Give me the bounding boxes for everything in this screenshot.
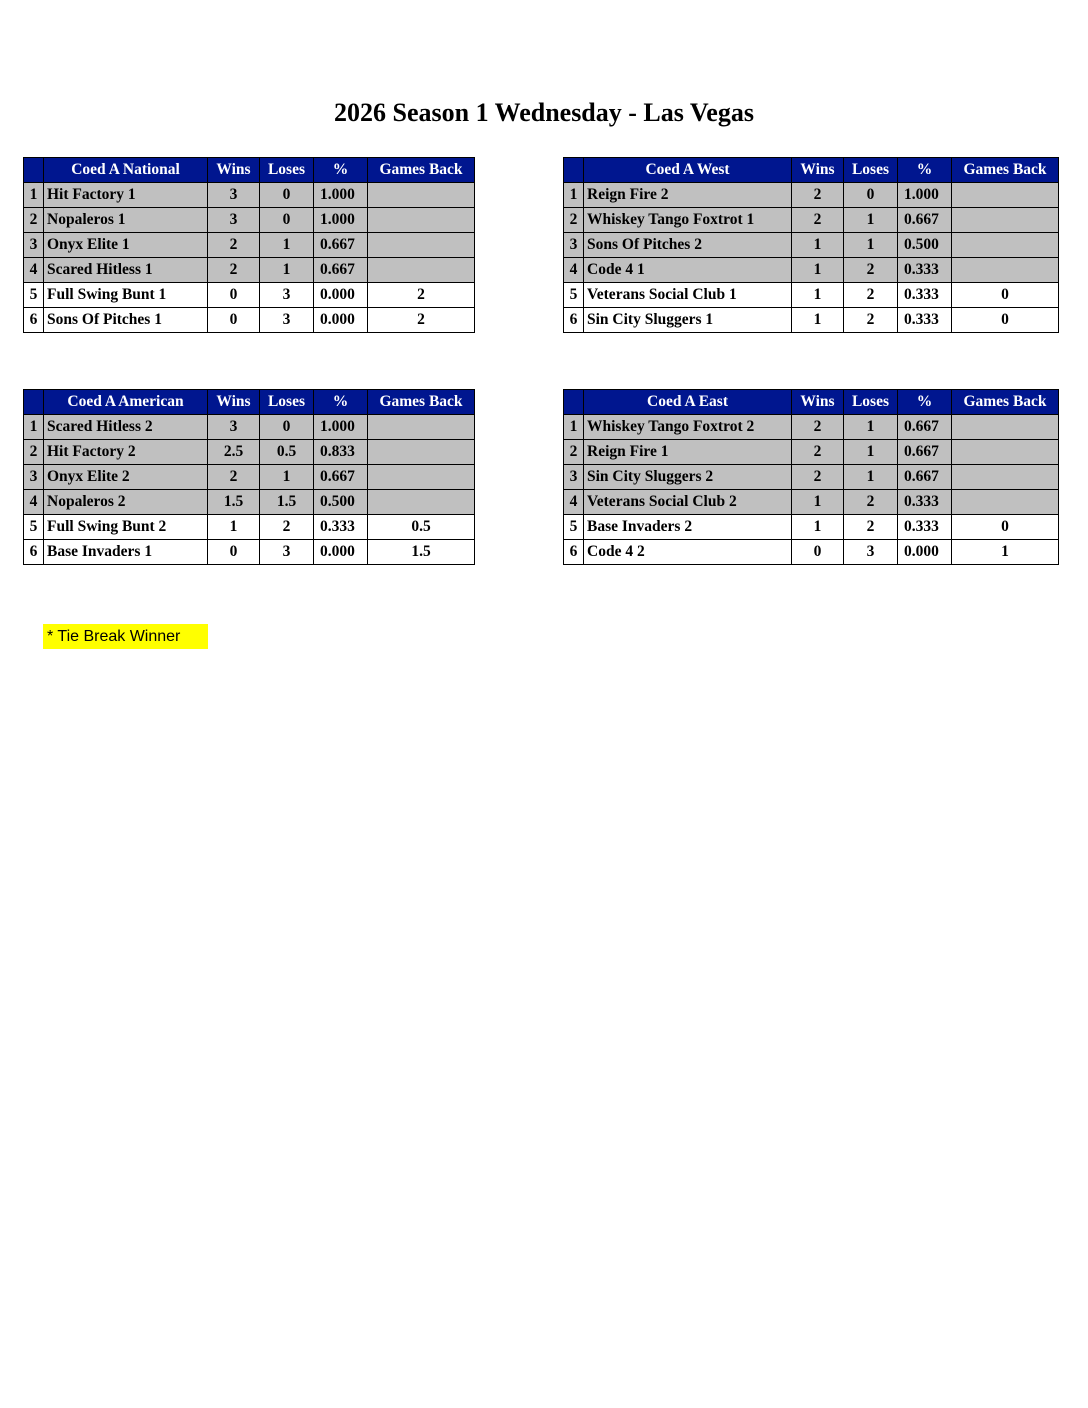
rank-cell: 6 bbox=[564, 308, 584, 333]
loses-cell: 0.5 bbox=[260, 440, 314, 465]
rank-cell: 3 bbox=[24, 465, 44, 490]
pct-cell: 0.333 bbox=[898, 515, 952, 540]
standings-table-east bbox=[563, 389, 1059, 565]
team-name-cell: Nopaleros 1 bbox=[44, 208, 208, 233]
games-back-cell bbox=[952, 415, 1059, 440]
team-name-cell: Nopaleros 2 bbox=[44, 490, 208, 515]
loses-cell: 1.5 bbox=[260, 490, 314, 515]
games-back-header: Games Back bbox=[952, 390, 1059, 415]
rank-cell: 2 bbox=[24, 440, 44, 465]
page-title: 2026 Season 1 Wednesday - Las Vegas bbox=[334, 98, 754, 127]
header-row bbox=[24, 158, 475, 183]
pct-cell: 0.667 bbox=[898, 440, 952, 465]
wins-cell: 1 bbox=[792, 233, 844, 258]
table-row bbox=[564, 515, 1059, 540]
table-row bbox=[564, 308, 1059, 333]
rank-cell: 3 bbox=[564, 233, 584, 258]
team-name-cell: Veterans Social Club 1 bbox=[584, 283, 792, 308]
division-name: Coed A West bbox=[584, 158, 792, 183]
team-name-cell: Reign Fire 2 bbox=[584, 183, 792, 208]
games-back-header: Games Back bbox=[952, 158, 1059, 183]
rank-cell: 4 bbox=[564, 490, 584, 515]
standings-table-american bbox=[23, 389, 475, 565]
table-row bbox=[24, 540, 475, 565]
pct-cell: 0.667 bbox=[314, 233, 368, 258]
rank-cell: 5 bbox=[24, 515, 44, 540]
team-name-cell: Onyx Elite 1 bbox=[44, 233, 208, 258]
team-name-cell: Base Invaders 2 bbox=[584, 515, 792, 540]
standings-table-national bbox=[23, 157, 475, 333]
division-name: Coed A National bbox=[44, 158, 208, 183]
loses-header: Loses bbox=[260, 390, 314, 415]
games-back-cell bbox=[952, 233, 1059, 258]
division-name: Coed A East bbox=[584, 390, 792, 415]
team-name-cell: Whiskey Tango Foxtrot 1 bbox=[584, 208, 792, 233]
pct-cell: 0.500 bbox=[314, 490, 368, 515]
pct-cell: 0.667 bbox=[314, 465, 368, 490]
team-name-cell: Full Swing Bunt 2 bbox=[44, 515, 208, 540]
table-row bbox=[24, 465, 475, 490]
wins-cell: 0 bbox=[792, 540, 844, 565]
wins-cell: 0 bbox=[208, 283, 260, 308]
table-row bbox=[564, 415, 1059, 440]
table-row bbox=[564, 233, 1059, 258]
loses-cell: 3 bbox=[844, 540, 898, 565]
team-name-cell: Reign Fire 1 bbox=[584, 440, 792, 465]
pct-cell: 1.000 bbox=[314, 415, 368, 440]
rank-header bbox=[24, 158, 44, 183]
loses-header: Loses bbox=[844, 390, 898, 415]
rank-cell: 2 bbox=[564, 208, 584, 233]
rank-cell: 5 bbox=[564, 283, 584, 308]
wins-cell: 1 bbox=[792, 283, 844, 308]
table-row bbox=[564, 440, 1059, 465]
pct-header: % bbox=[314, 390, 368, 415]
loses-cell: 1 bbox=[844, 233, 898, 258]
wins-cell: 2 bbox=[208, 233, 260, 258]
loses-cell: 3 bbox=[260, 308, 314, 333]
wins-cell: 1.5 bbox=[208, 490, 260, 515]
loses-cell: 0 bbox=[260, 183, 314, 208]
pct-cell: 0.333 bbox=[314, 515, 368, 540]
games-back-cell: 0 bbox=[952, 515, 1059, 540]
wins-cell: 2.5 bbox=[208, 440, 260, 465]
table-row bbox=[24, 415, 475, 440]
loses-cell: 3 bbox=[260, 283, 314, 308]
loses-cell: 1 bbox=[260, 465, 314, 490]
loses-cell: 1 bbox=[260, 258, 314, 283]
table-row bbox=[564, 183, 1059, 208]
loses-cell: 2 bbox=[844, 258, 898, 283]
pct-cell: 0.333 bbox=[898, 283, 952, 308]
header-row bbox=[24, 390, 475, 415]
pct-cell: 0.333 bbox=[898, 490, 952, 515]
games-back-cell: 0 bbox=[952, 308, 1059, 333]
games-back-cell bbox=[368, 258, 475, 283]
team-name-cell: Full Swing Bunt 1 bbox=[44, 283, 208, 308]
wins-header: Wins bbox=[792, 390, 844, 415]
division-name: Coed A American bbox=[44, 390, 208, 415]
wins-header: Wins bbox=[792, 158, 844, 183]
table-row bbox=[564, 258, 1059, 283]
team-name-cell: Sin City Sluggers 2 bbox=[584, 465, 792, 490]
pct-header: % bbox=[898, 390, 952, 415]
games-back-cell bbox=[368, 490, 475, 515]
table-row bbox=[24, 283, 475, 308]
team-name-cell: Hit Factory 2 bbox=[44, 440, 208, 465]
games-back-cell bbox=[952, 465, 1059, 490]
team-name-cell: Sin City Sluggers 1 bbox=[584, 308, 792, 333]
wins-cell: 1 bbox=[792, 490, 844, 515]
loses-header: Loses bbox=[844, 158, 898, 183]
rank-header bbox=[24, 390, 44, 415]
loses-cell: 1 bbox=[844, 440, 898, 465]
games-back-cell: 2 bbox=[368, 283, 475, 308]
wins-cell: 2 bbox=[208, 258, 260, 283]
team-name-cell: Sons Of Pitches 1 bbox=[44, 308, 208, 333]
pct-cell: 0.000 bbox=[898, 540, 952, 565]
wins-cell: 0 bbox=[208, 540, 260, 565]
loses-cell: 0 bbox=[260, 415, 314, 440]
games-back-cell bbox=[368, 440, 475, 465]
table-row bbox=[24, 208, 475, 233]
team-name-cell: Hit Factory 1 bbox=[44, 183, 208, 208]
wins-cell: 2 bbox=[792, 415, 844, 440]
pct-cell: 0.500 bbox=[898, 233, 952, 258]
games-back-cell bbox=[368, 465, 475, 490]
loses-cell: 0 bbox=[844, 183, 898, 208]
pct-header: % bbox=[314, 158, 368, 183]
wins-cell: 1 bbox=[792, 515, 844, 540]
loses-cell: 2 bbox=[844, 515, 898, 540]
table-row bbox=[24, 440, 475, 465]
table-row bbox=[24, 258, 475, 283]
loses-cell: 0 bbox=[260, 208, 314, 233]
table-row bbox=[564, 490, 1059, 515]
pct-cell: 0.000 bbox=[314, 283, 368, 308]
wins-cell: 2 bbox=[792, 183, 844, 208]
pct-cell: 1.000 bbox=[314, 208, 368, 233]
pct-cell: 1.000 bbox=[314, 183, 368, 208]
wins-cell: 2 bbox=[208, 465, 260, 490]
loses-cell: 2 bbox=[844, 308, 898, 333]
rank-header bbox=[564, 390, 584, 415]
table-row bbox=[564, 283, 1059, 308]
team-name-cell: Base Invaders 1 bbox=[44, 540, 208, 565]
loses-cell: 1 bbox=[844, 208, 898, 233]
games-back-cell: 1.5 bbox=[368, 540, 475, 565]
team-name-cell: Code 4 1 bbox=[584, 258, 792, 283]
games-back-header: Games Back bbox=[368, 390, 475, 415]
wins-header: Wins bbox=[208, 158, 260, 183]
rank-cell: 6 bbox=[24, 540, 44, 565]
team-name-cell: Sons Of Pitches 2 bbox=[584, 233, 792, 258]
pct-cell: 1.000 bbox=[898, 183, 952, 208]
wins-cell: 1 bbox=[208, 515, 260, 540]
team-name-cell: Whiskey Tango Foxtrot 2 bbox=[584, 415, 792, 440]
games-back-cell bbox=[368, 415, 475, 440]
team-name-cell: Code 4 2 bbox=[584, 540, 792, 565]
loses-cell: 3 bbox=[260, 540, 314, 565]
standings-table-west bbox=[563, 157, 1059, 333]
loses-cell: 1 bbox=[260, 233, 314, 258]
games-back-cell bbox=[952, 258, 1059, 283]
team-name-cell: Onyx Elite 2 bbox=[44, 465, 208, 490]
loses-header: Loses bbox=[260, 158, 314, 183]
games-back-cell: 0.5 bbox=[368, 515, 475, 540]
tie-break-note: * Tie Break Winner bbox=[43, 624, 208, 649]
rank-cell: 2 bbox=[564, 440, 584, 465]
header-row bbox=[564, 390, 1059, 415]
pct-cell: 0.333 bbox=[898, 258, 952, 283]
pct-cell: 0.333 bbox=[898, 308, 952, 333]
rank-cell: 5 bbox=[24, 283, 44, 308]
rank-cell: 4 bbox=[564, 258, 584, 283]
rank-cell: 1 bbox=[24, 415, 44, 440]
games-back-cell: 1 bbox=[952, 540, 1059, 565]
rank-cell: 1 bbox=[24, 183, 44, 208]
rank-cell: 3 bbox=[24, 233, 44, 258]
loses-cell: 1 bbox=[844, 415, 898, 440]
wins-cell: 2 bbox=[792, 440, 844, 465]
wins-header: Wins bbox=[208, 390, 260, 415]
games-back-cell bbox=[368, 183, 475, 208]
loses-cell: 1 bbox=[844, 465, 898, 490]
loses-cell: 2 bbox=[260, 515, 314, 540]
wins-cell: 3 bbox=[208, 415, 260, 440]
pct-cell: 0.667 bbox=[898, 208, 952, 233]
table-row bbox=[24, 183, 475, 208]
header-row bbox=[564, 158, 1059, 183]
wins-cell: 3 bbox=[208, 183, 260, 208]
pct-cell: 0.667 bbox=[314, 258, 368, 283]
wins-cell: 1 bbox=[792, 258, 844, 283]
pct-cell: 0.000 bbox=[314, 540, 368, 565]
rank-cell: 2 bbox=[24, 208, 44, 233]
table-row bbox=[24, 490, 475, 515]
rank-cell: 5 bbox=[564, 515, 584, 540]
table-row bbox=[564, 540, 1059, 565]
rank-cell: 4 bbox=[24, 490, 44, 515]
games-back-cell bbox=[368, 208, 475, 233]
table-row bbox=[24, 233, 475, 258]
games-back-header: Games Back bbox=[368, 158, 475, 183]
wins-cell: 1 bbox=[792, 308, 844, 333]
games-back-cell: 2 bbox=[368, 308, 475, 333]
rank-cell: 6 bbox=[24, 308, 44, 333]
pct-cell: 0.000 bbox=[314, 308, 368, 333]
games-back-cell bbox=[952, 490, 1059, 515]
games-back-cell bbox=[952, 208, 1059, 233]
rank-cell: 1 bbox=[564, 183, 584, 208]
table-row bbox=[24, 308, 475, 333]
team-name-cell: Scared Hitless 1 bbox=[44, 258, 208, 283]
games-back-cell bbox=[952, 440, 1059, 465]
rank-cell: 6 bbox=[564, 540, 584, 565]
pct-cell: 0.667 bbox=[898, 465, 952, 490]
wins-cell: 3 bbox=[208, 208, 260, 233]
wins-cell: 2 bbox=[792, 465, 844, 490]
rank-cell: 3 bbox=[564, 465, 584, 490]
loses-cell: 2 bbox=[844, 283, 898, 308]
table-row bbox=[564, 465, 1059, 490]
rank-header bbox=[564, 158, 584, 183]
games-back-cell bbox=[952, 183, 1059, 208]
loses-cell: 2 bbox=[844, 490, 898, 515]
rank-cell: 4 bbox=[24, 258, 44, 283]
games-back-cell: 0 bbox=[952, 283, 1059, 308]
wins-cell: 0 bbox=[208, 308, 260, 333]
table-row bbox=[564, 208, 1059, 233]
rank-cell: 1 bbox=[564, 415, 584, 440]
pct-cell: 0.833 bbox=[314, 440, 368, 465]
team-name-cell: Veterans Social Club 2 bbox=[584, 490, 792, 515]
team-name-cell: Scared Hitless 2 bbox=[44, 415, 208, 440]
pct-cell: 0.667 bbox=[898, 415, 952, 440]
games-back-cell bbox=[368, 233, 475, 258]
pct-header: % bbox=[898, 158, 952, 183]
wins-cell: 2 bbox=[792, 208, 844, 233]
table-row bbox=[24, 515, 475, 540]
